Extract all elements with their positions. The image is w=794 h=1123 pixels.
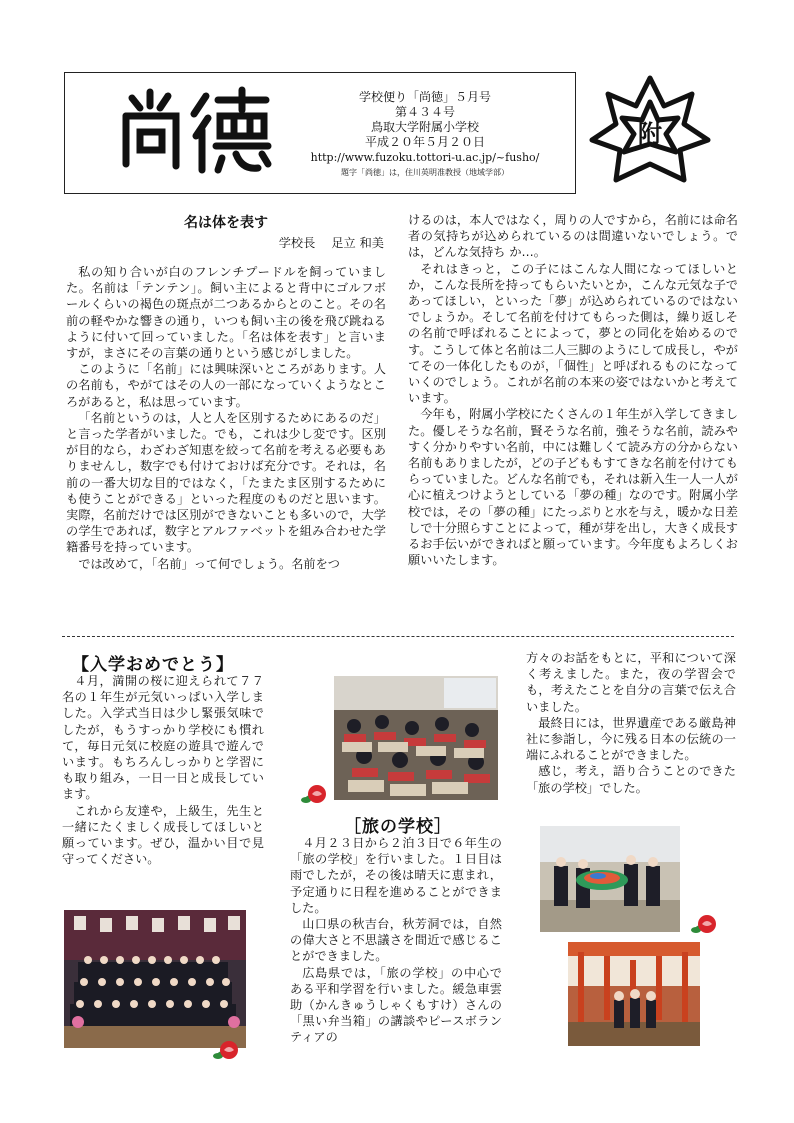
newsletter-title: 学校便り「尚徳」５月号 xyxy=(358,90,491,104)
issue-date: 平成２０年５月２０日 xyxy=(364,135,485,149)
school-url[interactable]: http://www.fuzoku.tottori-u.ac.jp/~fusho/ xyxy=(310,151,540,164)
article-paragraph: このように「名前」には興味深いところがあります。人の名前も，やがてはその人の一部になっていくようなところがあると，私は思っています。 xyxy=(66,362,386,409)
article-column-left xyxy=(66,264,386,572)
classroom-photo xyxy=(334,676,498,800)
trip-paragraph: 山口県の秋吉台，秋芳洞では，自然の偉大さと不思議さを間近で感じることができました。 xyxy=(290,917,502,964)
rose-icon xyxy=(300,780,328,808)
trip-paragraph: 最終日には，世界遺産である厳島神社に参詣し，今に残る日本の伝統の一端にふれることができました。 xyxy=(526,715,736,763)
article-title: 名は体を表す xyxy=(184,215,268,231)
masthead-calligraphy-logo xyxy=(110,84,280,176)
article-paragraph: 私の知り合いが白のフレンチプードルを飼っていました。名前は「テンテン」。飼い主によると背中にゴルフボールくらいの褐色の斑点が二つあるからとのこと。その名前の軽やかな響きの通り，いつも飼い主の後を飛び跳ねるように付いて回っていました。「名は体を表す」と言いますが，まさにその言葉の通りという感じがしました。 xyxy=(66,265,386,361)
trip-paragraph: 感じ，考え，語り合うことのできた「旅の学校」でした。 xyxy=(526,764,736,795)
entrance-section-body xyxy=(62,673,264,867)
trip-paragraph: ４月２３日から２泊３日で６年生の「旅の学校」を行いました。１日目は雨でしたが，その後は晴天に恵まれ，予定通りに日程を進めることができました。 xyxy=(290,836,502,915)
article-column-right xyxy=(408,212,738,568)
trip-paragraph: 方々のお話をもとに，平和について深く考えました。また，夜の学習会でも，考えたことを自分の言葉で伝え合いました。 xyxy=(526,651,736,714)
header-info xyxy=(290,90,560,179)
trip-section-body xyxy=(290,835,502,1046)
calligraphy-credit: 題字「尚徳」は，住川英明准教授（地域学部） xyxy=(341,168,509,177)
issue-number: 第４３４号 xyxy=(394,105,455,119)
paper-cranes-photo xyxy=(540,826,680,932)
emblem-glyph: 附 xyxy=(638,119,662,148)
section-divider xyxy=(62,636,734,637)
school-name: 鳥取大学附属小学校 xyxy=(370,120,479,134)
trip-paragraph: 広島県では，「旅の学校」の中心である平和学習を行いました。緩急車雲助（かんきゅうしゃくもすけ）さんの「黒い弁当箱」の講談やピースボランティアの xyxy=(290,965,502,1045)
entrance-ceremony-photo xyxy=(64,910,246,1048)
shrine-corridor-photo xyxy=(568,942,700,1046)
trip-section-title: ［旅の学校］ xyxy=(344,817,452,837)
rose-icon xyxy=(690,910,718,938)
school-emblem-icon xyxy=(588,72,712,188)
rose-icon xyxy=(212,1036,240,1064)
article-paragraph: では改めて，「名前」って何でしょう。名前をつ xyxy=(78,556,340,571)
article-byline: 学校長 足立 和美 xyxy=(278,236,384,250)
entrance-paragraph: これから友達や，上級生，先生と一緒にたくましく成長してほしいと願っています。ぜひ，温かい目で見守ってください。 xyxy=(62,803,264,867)
article-paragraph: 今年も，附属小学校にたくさんの１年生が入学してきました。優しそうな名前，賢そうな名前，強そうな名前，読みやすく分かりやすい名前，中には難しくて読み方の分からない名前もありましたが，どの子どももすてきな名前を付けてもらっていました。どんな名前でも，それは新入生一人一人が心に植えつけようとしている「夢の種」なのです。附属小学校では，その「夢の種」にたっぷりと水を与え，暖かな日差しで十分照らすことによって，種が芽を出し，大きく成長するお手伝いができればと願っています。今年度もよろしくお願いいたします。 xyxy=(408,407,738,568)
article-paragraph: 「名前というのは，人と人を区別するためにあるのだ」と言った学者がいました。でも，これは少し変です。区別が目的なら，わざわざ知恵を絞って名前を考える必要もありませんし，数字でも付けておけば充分です。それは，名前の一番大切な目的ではなく，「たまたま区別するためにも使うことができる」といった程度のものだと思います。実際，名前だけでは区別ができないことも多いので，大学の学生であれば，数字とアルファベットを組み合わせた学籍番号を持っています。 xyxy=(66,410,386,555)
article-paragraph: けるのは，本人ではなく，周りの人ですから，名前には命名者の気持ちが込められているのは間違いないでしょう。では，どんな気持ち か…。 xyxy=(408,213,738,260)
trip-section-continued xyxy=(526,650,736,796)
article-paragraph: それはきっと，この子にはこんな人間になってほしいとか，こんな長所を持ってもらいたいとか，こんな元気な子であってほしい，といった「夢」が込められているのではないでしょうか。そして名前を付けてもらった側は，繰り返しその名前で呼ばれることによって，夢との同化を始めるのです。こうして体と名前は二人三脚のようにして成長し，やがてその一体化したものが，「個性」と呼ばれるものになっていくのでしょう。これが名前の本来の姿ではないかと考えています。 xyxy=(408,261,738,406)
entrance-paragraph: ４月，満開の桜に迎えられて７７名の１年生が元気いっぱい入学しました。入学式当日は少し緊張気味でしたが，もうすっかり学校にも慣れて，毎日元気に校庭の遊具で遊んでいます。もちろんしっかりと学習にも取り組み，一日一日と成長しています。 xyxy=(62,674,264,802)
entrance-section-title: 【入学おめでとう】 xyxy=(72,655,234,675)
